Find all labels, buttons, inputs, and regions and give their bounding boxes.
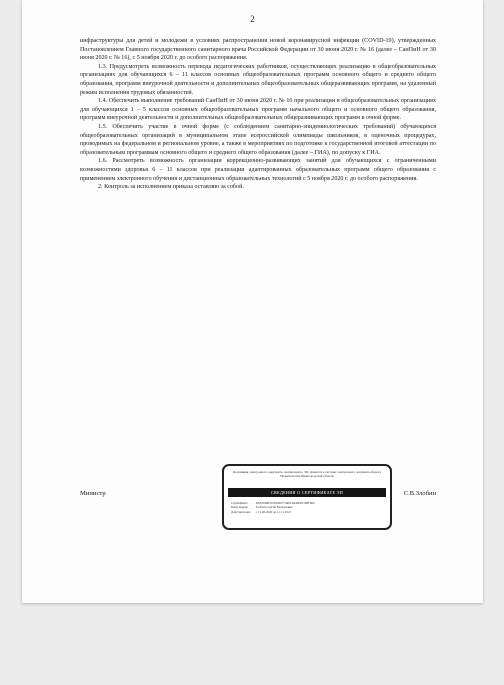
paragraph-1-5: 1.5. Обеспечить участие в очной форме (с соблюдением санитарно-эпидемиологических требований) обучающихся общеобразовательных организаций в муниципальном этапе всероссийской олимпиады школьников, в оценочных процедурах, проводимых на федеральном и региональном уровне, а также в мероприятиях по подготовке к государственной итоговой аттестации по образовательным программам основного общего и среднего общего образования (далее – ГИА), по допуску к ГИА.	[80, 123, 436, 156]
paragraph-2: 2. Контроль за исполнением приказа оставляю за собой.	[98, 184, 244, 191]
paragraph-1-3: 1.3. Предусмотреть возможность перевода педагогических работников, осуществляющих реализацию в общеобразовательных организациях для обучающихся 6 – 11 классов основных общеобразовательных программ основного общего и среднего общего образования, программ внеурочной деятельности и дополнительных общеобразовательных общеразвивающих программ, на удаленный режим исполнения трудовых обязанностей.	[80, 63, 436, 96]
paragraph-1-4: 1.4. Обеспечить выполнение требований СанПиН от 30 июня 2020 г. № 16 при реализации в общеобразовательных организациях для обучающихся 1 – 5 классов основных общеобразовательных программ начального общего и основного общего образования, программ внеурочной деятельности и дополнительных общеобразовательных общеразвивающих программ в очной форме.	[80, 98, 436, 122]
stamp-header: Подлинник электронного документа, подписанного ЭП, хранится в системе электронного документооборота Правительства Нижегородской области	[232, 470, 382, 478]
stamp-field-label: Кому выдан:	[231, 505, 249, 510]
signer-name: С.В.Злобин	[403, 490, 436, 497]
page-number: 2	[250, 14, 255, 24]
document-page	[22, 0, 483, 603]
document-body	[80, 37, 436, 192]
paragraph-continuation: инфраструктуры для детей и молодежи в условиях распространения новой коронавирусной инфекции (COVID-19), утвержденных Постановлением Главного государственного санитарного врача Российской Федерации от 30 июня 2020 г. № 16 (далее – СанПиН от 30 июня 2020 г. № 16), с 5 ноября 2020 г. до особого распоряжения.	[80, 38, 436, 62]
stamp-field-value: Злобин Сергей Васильевич	[255, 505, 293, 510]
electronic-signature-stamp	[222, 464, 392, 530]
stamp-field-value: 2B3204983108300977490C84490F0188F666	[255, 501, 315, 505]
stamp-field-label: Действителен:	[231, 509, 251, 514]
stamp-field-value: с 11.06.2020 до 11.11.2021	[255, 509, 292, 514]
stamp-field-validity	[231, 510, 386, 514]
signer-title: Министр	[80, 490, 106, 497]
stamp-field-label: Сертификат:	[231, 501, 249, 505]
stamp-banner: СВЕДЕНИЯ О СЕРТИФИКАТЕ ЭП	[228, 488, 386, 497]
paragraph-1-6: 1.6. Рассмотреть возможность организации коррекционно-развивающих занятий для обучающихся с ограниченными возможностями здоровья 6 – 11 классов при реализации адаптированных образовательных программ общего образования с применением электронного обучения и дистанционных образовательных технологий с 5 ноября 2020 г. до особого распоряжения.	[80, 158, 436, 182]
stamp-fields	[231, 501, 386, 514]
